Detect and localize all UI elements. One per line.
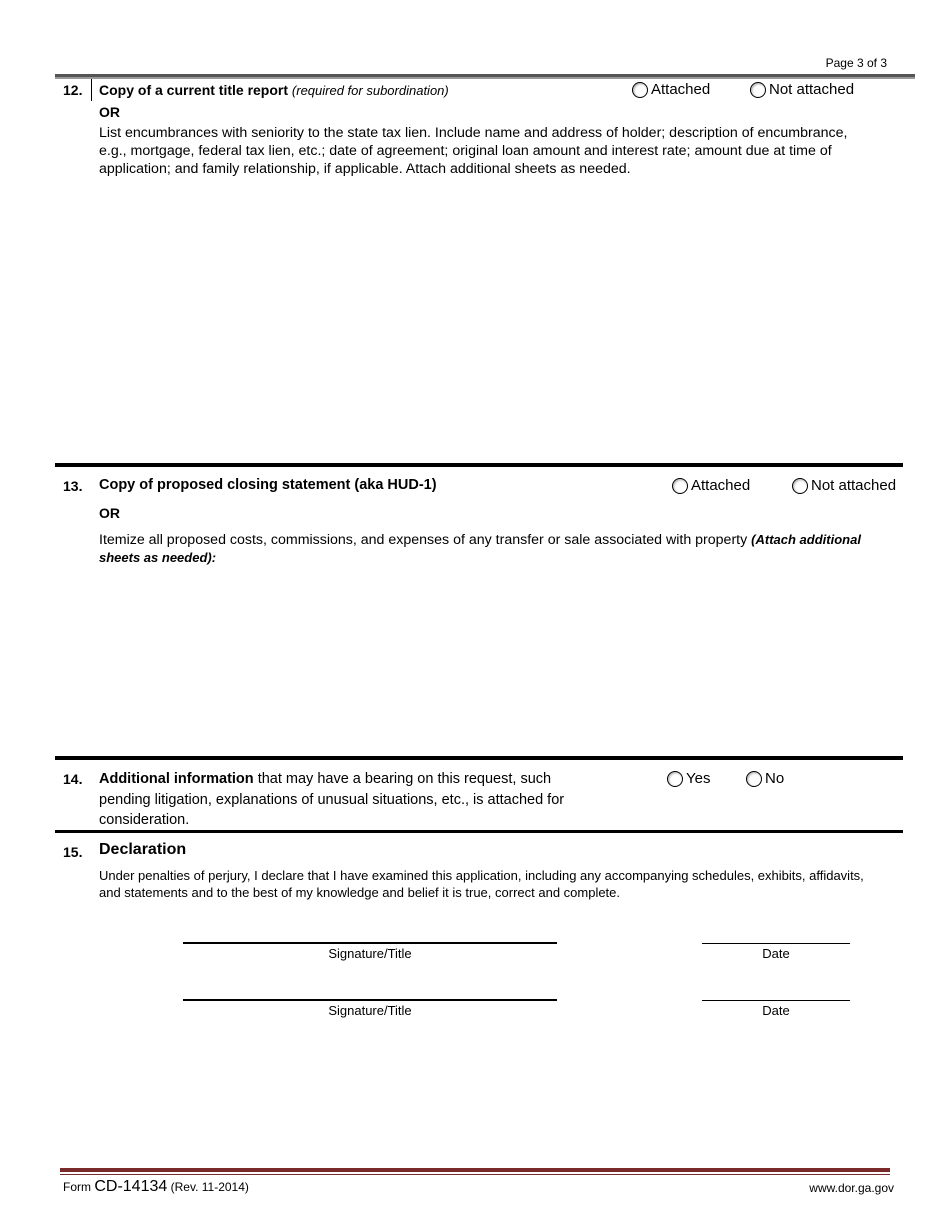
item-14-body: that may have a bearing on this request, such pending litigation, explanations of unusual situations, etc., is attached for consideration.	[99, 771, 565, 828]
signature-line-1[interactable]	[183, 942, 557, 944]
item-12-title-row	[99, 82, 449, 98]
top-rule-shadow	[55, 77, 915, 79]
item-14-text	[99, 769, 594, 831]
item-13-number: 13.	[63, 478, 83, 494]
footer-revision: (Rev. 11-2014)	[170, 1180, 249, 1194]
footer-form-prefix: Form	[63, 1180, 91, 1194]
footer-rule-thin	[60, 1174, 890, 1175]
item-13-instructions-note: (Attach additional sheets as needed):	[99, 532, 861, 565]
item-13-not-attached-label: Not attached	[811, 477, 897, 494]
item-12-encumbrance-area[interactable]	[99, 185, 899, 455]
footer-website[interactable]: www.dor.ga.gov	[809, 1181, 894, 1195]
footer-form-number: CD-14134	[94, 1178, 168, 1195]
radio-circle-icon[interactable]	[632, 82, 648, 98]
signature-label-2: Signature/Title	[328, 1003, 412, 1018]
signature-line-2[interactable]	[183, 999, 557, 1001]
item-12-attached-radio[interactable]	[632, 81, 710, 98]
item-13-or: OR	[99, 505, 120, 521]
radio-circle-icon[interactable]	[667, 771, 683, 787]
item-13-attached-label: Attached	[691, 477, 751, 494]
item-13-top-rule	[55, 463, 903, 467]
item-15-declaration: Under penalties of perjury, I declare that I have examined this application, including any accompanying schedules, exhibits, affidavits, and statements and to the best of my knowledge and belief it is true, correct and complete.	[99, 868, 864, 900]
item-12-title-note: (required for subordination)	[291, 83, 449, 98]
item-14-yes-label: Yes	[686, 770, 711, 787]
item-12-number: 12.	[63, 82, 83, 98]
item-13-title: Copy of proposed closing statement (aka HUD-1)	[99, 477, 437, 493]
item-14-top-rule	[55, 756, 903, 760]
date-label-2: Date	[762, 1003, 790, 1018]
item-13-instructions-text: Itemize all proposed costs, commissions, and expenses of any transfer or sale associated with property	[99, 532, 748, 548]
date-line-2[interactable]	[702, 1000, 850, 1001]
item-12-not-attached-radio[interactable]	[750, 81, 854, 98]
item-13-instructions	[99, 531, 879, 567]
item-15-title: Declaration	[99, 841, 187, 858]
item-12-not-attached-label: Not attached	[769, 81, 855, 98]
item-14-yes-radio[interactable]	[667, 770, 710, 787]
item-15-top-rule	[55, 830, 903, 833]
item-14-no-radio[interactable]	[746, 770, 784, 787]
signature-label-1: Signature/Title	[328, 946, 412, 961]
radio-circle-icon[interactable]	[746, 771, 762, 787]
item-14-number: 14.	[63, 771, 83, 787]
item-12-attached-label: Attached	[651, 81, 711, 98]
date-line-1[interactable]	[702, 943, 850, 944]
page-number: Page 3 of 3	[825, 56, 887, 70]
item-12-title: Copy of a current title report	[99, 82, 289, 98]
radio-circle-icon[interactable]	[792, 478, 808, 494]
item-13-attached-radio[interactable]	[672, 477, 750, 494]
footer-rule	[60, 1168, 890, 1172]
radio-circle-icon[interactable]	[672, 478, 688, 494]
item-12-divider	[91, 79, 92, 101]
item-13-not-attached-radio[interactable]	[792, 477, 896, 494]
radio-circle-icon[interactable]	[750, 82, 766, 98]
date-label-1: Date	[762, 946, 790, 961]
item-14-no-label: No	[765, 770, 785, 787]
item-12-or: OR	[99, 104, 120, 120]
item-13-costs-area[interactable]	[99, 570, 899, 750]
footer-form-id	[63, 1178, 249, 1196]
item-12-instructions: List encumbrances with seniority to the state tax lien. Include name and address of holder; description of encumbrance, e.g., mortgage, federal tax lien, etc.; date of agreement; original loan amount and interest rate; amount due at time of application; and family relationship, if applicable. Attach additional sheets as needed.	[99, 125, 848, 177]
item-15-number: 15.	[63, 844, 83, 860]
item-14-title: Additional information	[99, 771, 254, 787]
